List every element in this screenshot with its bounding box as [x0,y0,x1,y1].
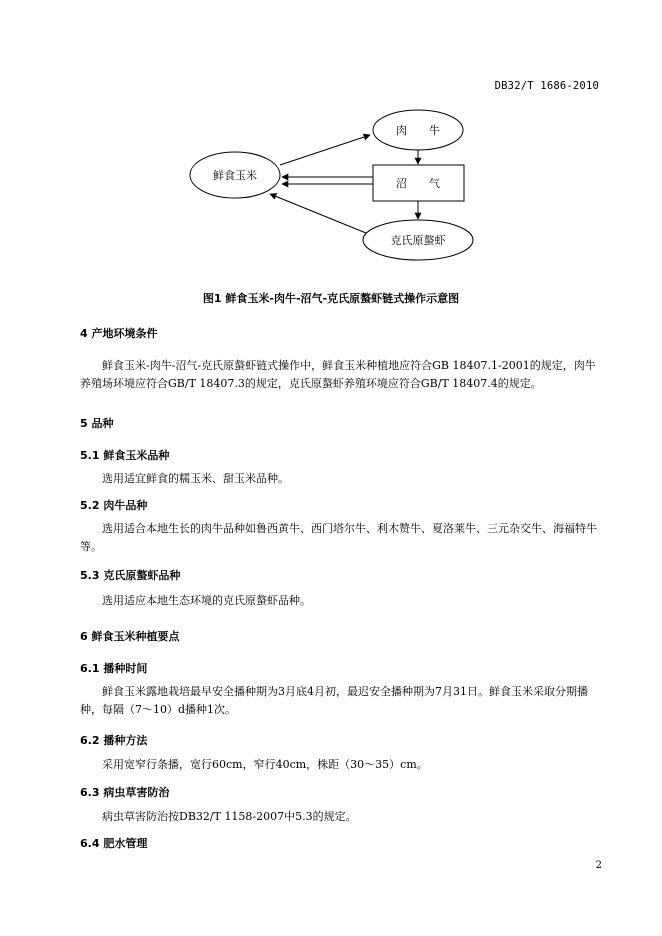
section-paragraph: 鲜食玉米-肉牛-沼气-克氏原螯虾链式操作中，鲜食玉米种植地应符合GB 18407.1-2001的规定，肉牛养殖场环境应符合GB/T 18407.3的规定，克氏原螯虾养殖环境应符合GB/T 18407.4的规定。 [80,359,596,390]
section-heading: 6 鲜食玉米种植要点 [80,630,180,643]
section-heading: 5.3 克氏原螯虾品种 [80,569,181,582]
document-id: DB32/T 1686-2010 [494,80,599,92]
section-paragraph: 选用适宜鲜食的糯玉米、甜玉米品种。 [102,472,289,485]
figure-caption: 图1 鲜食玉米-肉牛-沼气-克氏原螯虾链式操作示意图 [202,292,460,305]
section-paragraph: 鲜食玉米露地栽培最早安全播种期为3月底4月初，最迟安全播种期为7月31日。鲜食玉米采取分期播种，每隔（7～10）d播种1次。 [80,685,588,716]
section-paragraph: 病虫草害防治按DB32/T 1158-2007中5.3的规定。 [102,810,357,823]
section-heading: 6.4 肥水管理 [80,837,148,850]
section-heading: 6.3 病虫草害防治 [80,786,170,799]
flow-diagram [0,100,662,270]
page-number: 2 [595,860,602,871]
section-heading: 5.1 鲜食玉米品种 [80,449,170,462]
section-heading: 4 产地环境条件 [80,327,158,340]
node-crayfish-label: 克氏原螯虾 [390,234,446,247]
node-biogas-label: 沼 气 [396,177,440,190]
section-heading: 6.2 播种方法 [80,734,148,747]
node-corn-label: 鲜食玉米 [213,169,257,182]
arrow-crayfish-to-corn [270,194,366,233]
section-heading: 6.1 播种时间 [80,662,148,675]
section-paragraph: 选用适应本地生态环境的克氏原螯虾品种。 [102,594,311,607]
section-paragraph: 采用宽窄行条播，宽行60cm，窄行40cm，株距（30～35）cm。 [102,758,428,771]
node-cattle-label: 肉 牛 [396,124,440,137]
section-heading: 5.2 肉牛品种 [80,499,148,512]
section-paragraph: 选用适合本地生长的肉牛品种如鲁西黄牛、西门塔尔牛、利木赞牛、夏洛莱牛、三元杂交牛、海福特牛等。 [80,522,597,553]
section-heading: 5 品种 [80,417,114,430]
arrow-corn-to-cattle [280,135,370,165]
